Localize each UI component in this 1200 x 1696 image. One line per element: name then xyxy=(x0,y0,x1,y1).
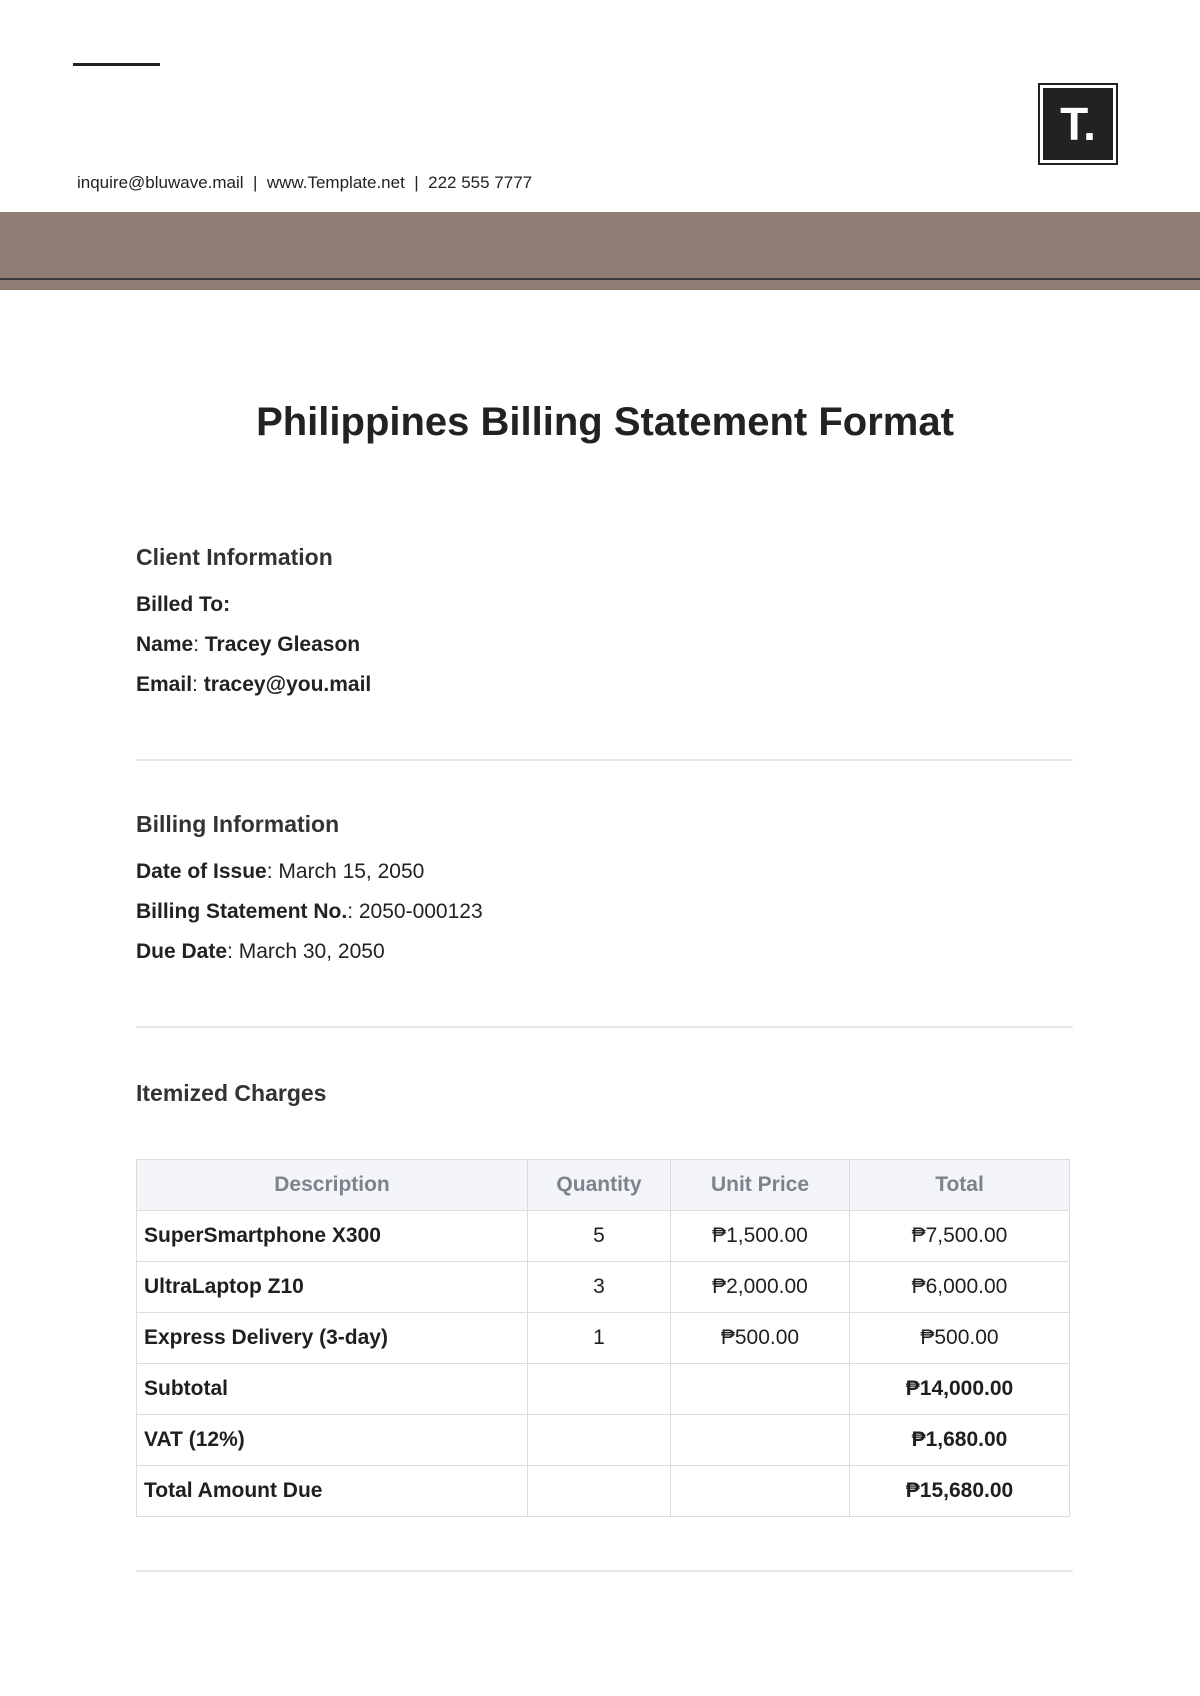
due-date: March 30, 2050 xyxy=(238,940,385,963)
summary-label: Total Amount Due xyxy=(137,1466,528,1517)
divider xyxy=(136,1026,1073,1028)
charges-section xyxy=(136,1080,1073,1129)
divider xyxy=(136,759,1073,761)
table-row xyxy=(137,1262,1070,1313)
email-label: Email xyxy=(136,673,193,696)
item-description: UltraLaptop Z10 xyxy=(137,1262,528,1313)
item-quantity: 3 xyxy=(528,1262,671,1313)
statement-no: 2050-000123 xyxy=(358,900,483,923)
item-unit-price: ₱1,500.00 xyxy=(671,1211,850,1262)
section-heading: Itemized Charges xyxy=(136,1080,327,1106)
item-total: ₱500.00 xyxy=(850,1313,1070,1364)
table-row xyxy=(137,1211,1070,1262)
subtotal-row xyxy=(137,1364,1070,1415)
table-row xyxy=(137,1313,1070,1364)
section-heading: Client Information xyxy=(136,544,333,570)
item-description: Express Delivery (3-day) xyxy=(137,1313,528,1364)
client-section: Client Information Billed To: Name: Tracey Gleason Email: tracey@you.mail xyxy=(136,544,1073,713)
client-email: tracey@you.mail xyxy=(203,673,372,696)
summary-label: VAT (12%) xyxy=(137,1415,528,1466)
item-quantity: 1 xyxy=(528,1313,671,1364)
billed-to-label: Billed To: xyxy=(136,593,231,616)
total-due-row xyxy=(137,1466,1070,1517)
due-date-label: Due Date xyxy=(136,940,228,963)
col-quantity: Quantity xyxy=(528,1160,671,1211)
band-line xyxy=(0,278,1200,280)
logo xyxy=(1038,83,1118,165)
summary-value: ₱1,680.00 xyxy=(850,1415,1070,1466)
client-name: Tracey Gleason xyxy=(204,633,361,656)
col-unit-price: Unit Price xyxy=(671,1160,850,1211)
vat-row xyxy=(137,1415,1070,1466)
logo-text: T. xyxy=(1043,88,1113,160)
summary-label: Subtotal xyxy=(137,1364,528,1415)
col-description: Description xyxy=(137,1160,528,1211)
date-label: Date of Issue xyxy=(136,860,267,883)
summary-value: ₱14,000.00 xyxy=(850,1364,1070,1415)
table-header xyxy=(137,1160,1070,1211)
summary-value: ₱15,680.00 xyxy=(850,1466,1070,1517)
contact-info: inquire@bluwave.mail | www.Template.net | 222 555 7777 xyxy=(77,173,533,192)
item-total: ₱6,000.00 xyxy=(850,1262,1070,1313)
divider xyxy=(136,1570,1073,1572)
item-description: SuperSmartphone X300 xyxy=(137,1211,528,1262)
section-heading: Billing Information xyxy=(136,811,340,837)
issue-date: March 15, 2050 xyxy=(278,860,425,883)
statement-no-label: Billing Statement No. xyxy=(136,900,348,923)
item-quantity: 5 xyxy=(528,1211,671,1262)
col-total: Total xyxy=(850,1160,1070,1211)
item-unit-price: ₱500.00 xyxy=(671,1313,850,1364)
charges-table xyxy=(136,1159,1070,1517)
item-total: ₱7,500.00 xyxy=(850,1211,1070,1262)
item-unit-price: ₱2,000.00 xyxy=(671,1262,850,1313)
billing-section: Billing Information Date of Issue: March 15, 2050 Billing Statement No.: 2050-000123 Due Date: March 30, 2050 xyxy=(136,811,1073,980)
page-title: Philippines Billing Statement Format xyxy=(256,400,954,444)
decorative-line xyxy=(73,63,160,66)
name-label: Name xyxy=(136,633,194,656)
